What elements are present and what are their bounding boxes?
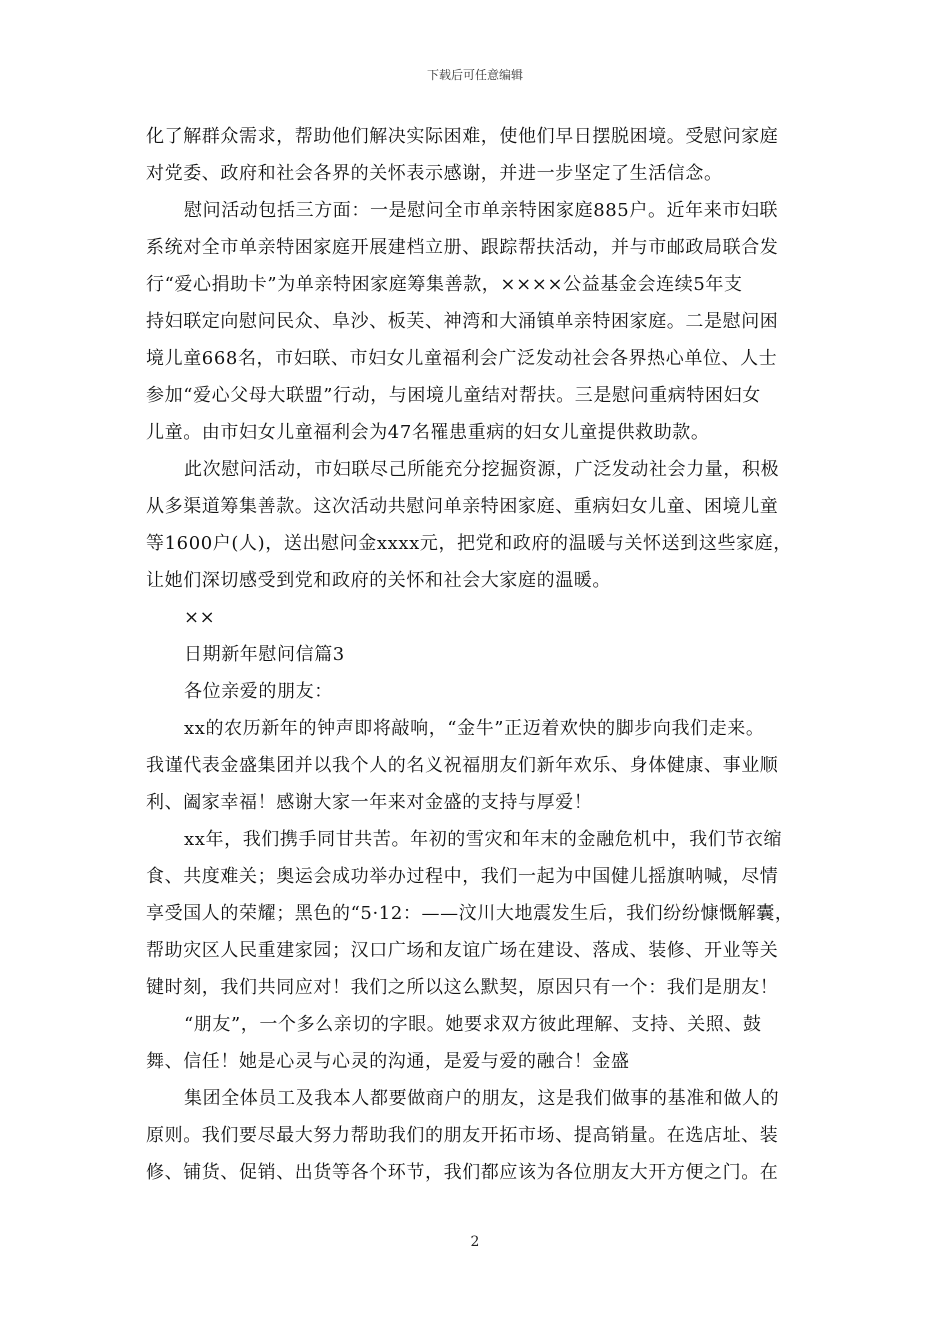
text-line: 我谨代表金盛集团并以我个人的名义祝福朋友们新年欢乐、身体健康、事业顺 [146, 755, 779, 776]
signature-line: ×× [184, 607, 216, 628]
text-line: 持妇联定向慰问民众、阜沙、板芙、神湾和大涌镇单亲特困家庭。二是慰问困 [146, 311, 779, 332]
text-line: 境儿童668名，市妇联、市妇女儿童福利会广泛发动社会各界热心单位、人士 [146, 348, 778, 369]
header-note: 下载后可任意编辑 [426, 68, 523, 82]
text-line: 从多渠道筹集善款。这次活动共慰问单亲特困家庭、重病妇女儿童、困境儿童 [146, 496, 779, 517]
page-number: 2 [470, 1234, 480, 1250]
text-line: 行“爱心捐助卡”为单亲特困家庭筹集善款，××××公益基金会连续5年支 [146, 274, 743, 295]
text-line: 等1600户(人)，送出慰问金xxxx元，把党和政府的温暖与关怀送到这些家庭， [146, 533, 792, 554]
text-line: 儿童。由市妇女儿童福利会为47名罹患重病的妇女儿童提供救助款。 [146, 422, 710, 443]
paragraph-start-line: 此次慰问活动，市妇联尽己所能充分挖掘资源，广泛发动社会力量，积极 [184, 459, 780, 480]
text-line: 舞、信任！她是心灵与心灵的沟通，是爱与爱的融合！金盛 [146, 1051, 630, 1072]
text-line: 对党委、政府和社会各界的关怀表示感谢，并进一步坚定了生活信念。 [146, 163, 723, 184]
paragraph-start-line: “朋友”，一个多么亲切的字眼。她要求双方彼此理解、支持、关照、鼓 [184, 1014, 762, 1035]
text-line: 修、铺货、促销、出货等各个环节，我们都应该为各位朋友大开方便之门。在 [146, 1162, 779, 1183]
salutation: 各位亲爱的朋友： [184, 681, 333, 702]
section-title: 日期新年慰问信篇3 [184, 644, 345, 665]
body-text [146, 118, 808, 1191]
text-line: 原则。我们要尽最大努力帮助我们的朋友开拓市场、提高销量。在选店址、装 [146, 1125, 779, 1146]
text-line: 帮助灾区人民重建家园；汉口广场和友谊广场在建设、落成、装修、开业等关 [146, 940, 779, 961]
text-line: 参加“爱心父母大联盟”行动，与困境儿童结对帮扶。三是慰问重病特困妇女 [146, 385, 761, 406]
paragraph-start-line: xx年，我们携手同甘共苦。年初的雪灾和年末的金融危机中，我们节衣缩 [184, 829, 783, 850]
text-line: 键时刻，我们共同应对！我们之所以这么默契，原因只有一个：我们是朋友！ [146, 977, 779, 998]
text-line: 系统对全市单亲特困家庭开展建档立册、跟踪帮扶活动，并与市邮政局联合发 [146, 237, 779, 258]
text-line: 享受国人的荣耀；黑色的“5·12：——汶川大地震发生后，我们纷纷慷慨解囊， [146, 903, 794, 924]
text-line: 化了解群众需求，帮助他们解决实际困难，使他们早日摆脱困境。受慰问家庭 [146, 126, 779, 147]
text-line: 利、阖家幸福！感谢大家一年来对金盛的支持与厚爱！ [146, 792, 593, 813]
text-line: 食、共度难关；奥运会成功举办过程中，我们一起为中国健儿摇旗呐喊，尽情 [146, 866, 779, 887]
paragraph-start-line: 集团全体员工及我本人都要做商户的朋友，这是我们做事的基准和做人的 [184, 1088, 780, 1109]
text-line: 让她们深切感受到党和政府的关怀和社会大家庭的温暖。 [146, 570, 611, 591]
paragraph-start-line: xx的农历新年的钟声即将敲响，“金牛”正迈着欢快的脚步向我们走来。 [184, 718, 765, 739]
paragraph-start-line: 慰问活动包括三方面：一是慰问全市单亲特困家庭885户。近年来市妇联 [184, 200, 779, 221]
